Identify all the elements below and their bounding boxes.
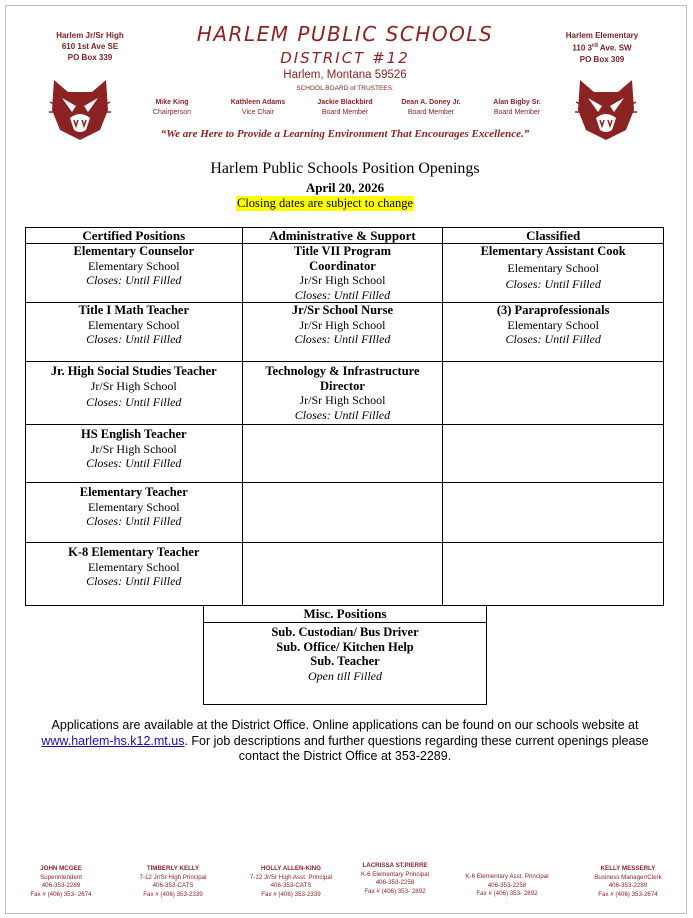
trustee-5: Alan Bigby Sr. Board Member (493, 99, 541, 116)
staff-contact: K-6 Elementary Asst. Principal 406-353-2258 Fax # (406) 353- 2892 (465, 873, 549, 897)
position-cell: HS English Teacher Jr/Sr High School Closes: Until Filled (26, 425, 243, 483)
col-classified: Classified (443, 228, 664, 244)
positions-table (25, 227, 664, 606)
empty-cell (242, 543, 443, 606)
left-school-address (40, 30, 140, 63)
board-label: SCHOOL BOARD of TRUSTEES: (296, 85, 394, 92)
misc-item: Sub. Custodian/ Bus Driver (271, 625, 419, 639)
left-school-street: 610 1st Ave SE (61, 42, 119, 51)
notice-date: April 20, 2026 (305, 180, 385, 195)
closing-note: Closing dates are subject to change (237, 196, 413, 210)
misc-heading: Misc. Positions (204, 606, 486, 623)
trustee-4: Dean A. Doney Jr. Board Member (401, 99, 461, 116)
district-title: HARLEM PUBLIC SCHOOLS (196, 22, 494, 46)
empty-cell (242, 483, 443, 543)
trustee-1: Mike King Chairperson (152, 99, 192, 116)
position-cell: K-8 Elementary Teacher Elementary School Closes: Until Filled (26, 543, 243, 606)
applications-paragraph: Applications are available at the District Office. Online applications can be found on our schools website at www.harlem-hs.k12.mt.us. For job descriptions and further questions regarding these current openings please contact the District Office at 353-2289. (41, 718, 649, 763)
motto: “We are Here to Provide a Learning Environment That Encourages Excellence.” (160, 128, 530, 140)
staff-contact: HOLLY ALLEN-KING 7-12 Jr/Sr High Asst. Principal 406-353-CATS Fax # (406) 353-2339 (249, 865, 333, 898)
table-row (26, 362, 664, 425)
table-row (26, 244, 664, 303)
position-cell: Jr. High Social Studies Teacher Jr/Sr High School Closes: Until Filled (26, 362, 243, 425)
right-school-pobox: PO Box 309 (579, 54, 625, 64)
wildcat-mascot-icon (48, 76, 112, 142)
misc-positions-box (203, 605, 487, 705)
table-row (26, 303, 664, 362)
table-row (26, 483, 664, 543)
position-cell: Title VII Program Coordinator Jr/Sr High School Closes: Until Filled (242, 244, 443, 303)
col-admin: Administrative & Support (242, 228, 443, 244)
empty-cell (443, 362, 664, 425)
position-cell: (3) Paraprofessionals Elementary School Closes: Until Filled (443, 303, 664, 362)
trustee-2: Kathleen Adams Vice Chair (230, 99, 286, 116)
right-school-name: Harlem Elementary (565, 31, 639, 40)
notice-title: Harlem Public Schools Position Openings (210, 160, 480, 177)
trustee-3: Jackie Blackbird Board Member (317, 99, 373, 116)
staff-contact: TIMBERLY KELLY 7-12 Jr/Sr High Principal 406-353-CATS Fax # (406) 353-2339 (139, 865, 207, 898)
position-cell: Elementary Teacher Elementary School Closes: Until Filled (26, 483, 243, 543)
empty-cell (443, 483, 664, 543)
staff-contact: JOHN MCGEE Superintendent 406-353-2289 Fax # (406) 353- 2674 (30, 865, 92, 898)
position-cell: Title I Math Teacher Elementary School Closes: Until Filled (26, 303, 243, 362)
position-cell: Jr/Sr School Nurse Jr/Sr High School Closes: Until FIlled (242, 303, 443, 362)
misc-item: Sub. Teacher (310, 654, 380, 668)
district-city: Harlem, Montana 59526 (283, 69, 407, 81)
left-school-name: Harlem Jr/Sr High (56, 31, 124, 40)
wildcat-mascot-icon (574, 76, 638, 142)
right-school-address (552, 30, 652, 65)
misc-item: Sub. Office/ Kitchen Help (276, 639, 414, 654)
position-cell: Technology & Infrastructure Director Jr/Sr High School Closes: Until Filled (242, 362, 443, 425)
empty-cell (242, 425, 443, 483)
empty-cell (443, 543, 664, 606)
misc-note: Open till Filled (308, 668, 382, 683)
table-header-row (26, 228, 664, 244)
school-website-link[interactable]: www.harlem-hs.k12.mt.us (41, 733, 185, 748)
table-row (26, 543, 664, 606)
position-cell: Elementary Counselor Elementary School Closes: Until Filled (26, 244, 243, 303)
position-cell: Elementary Assistant Cook Elementary School Closes: Until Filled (443, 244, 664, 303)
staff-contact: LACRISSA ST.PIERRE K-6 Elementary Principal 406-353-2258 Fax # (406) 353- 2892 (360, 862, 430, 895)
right-school-street: 110 3rd Ave. SW (572, 43, 632, 53)
district-number: DISTRICT #12 (280, 49, 410, 67)
empty-cell (443, 425, 664, 483)
left-school-pobox: PO Box 339 (67, 53, 113, 62)
col-certified: Certified Positions (26, 228, 243, 244)
table-row (26, 425, 664, 483)
staff-contact: KELLY MESSERLY Business Manager/Clerk 406-353-2289 Fax # (406) 353-2674 (594, 865, 662, 898)
